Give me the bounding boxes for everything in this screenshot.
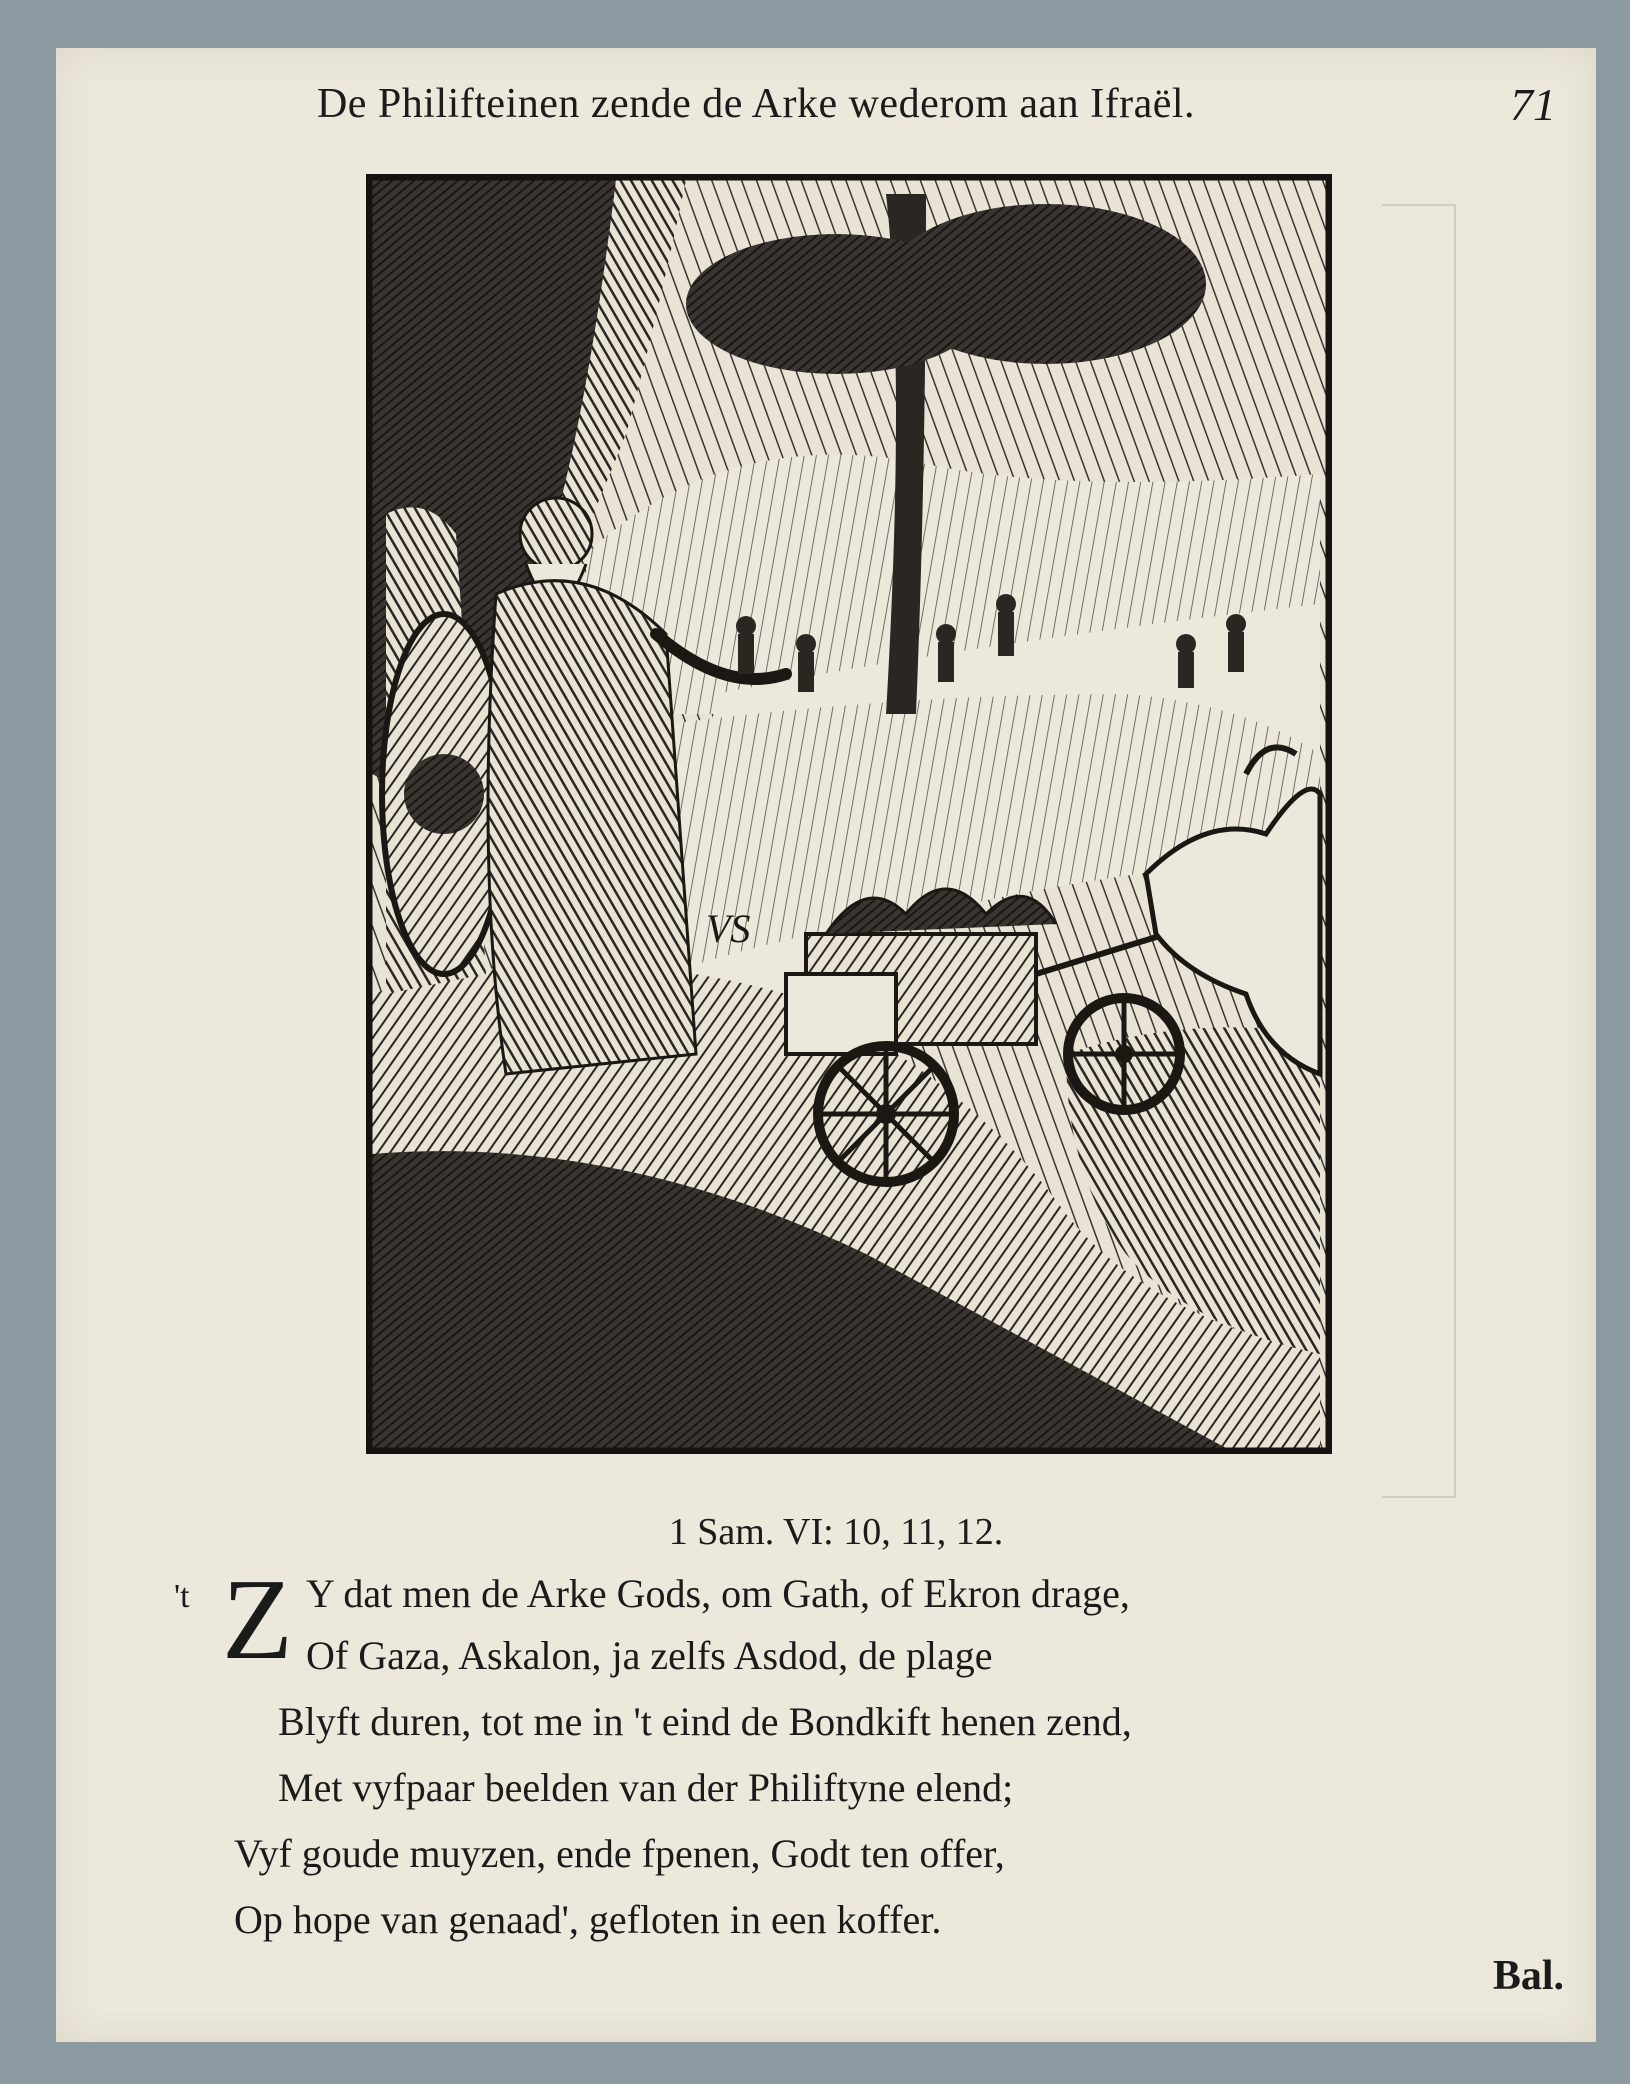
verse-line-4: Met vyfpaar beelden van der Philiftyne elend;: [278, 1765, 1014, 1810]
page-number: 71: [1510, 79, 1556, 130]
verse-prefix: 't: [174, 1578, 190, 1615]
man-head: [520, 498, 592, 570]
drop-cap: Z: [222, 1556, 293, 1684]
catchword: Bal.: [1492, 1953, 1564, 1999]
page-header: [56, 78, 1596, 138]
center-tree-canopy-right: [886, 204, 1206, 364]
verse-line-6: Op hope van genaad', gefloten in een koffer.: [234, 1897, 942, 1942]
woodcut-svg: [366, 174, 1332, 1454]
verse-line-2: Of Gaza, Askalon, ja zelfs Asdod, de plage: [306, 1633, 993, 1678]
book-page: [56, 48, 1596, 2042]
show-through-frame: [1382, 204, 1456, 1498]
verse-line-5: Vyf goude muyzen, ende fpenen, Godt ten offer,: [234, 1831, 1005, 1876]
shield-boss: [404, 754, 484, 834]
man-robe: [488, 581, 696, 1074]
monogram: VS: [706, 906, 751, 951]
verse-line-1: Y dat men de Arke Gods, om Gath, of Ekron drage,: [306, 1571, 1130, 1616]
woodcut-illustration: [366, 174, 1332, 1454]
running-title: De Philifteinen zende de Arke wederom aan Ifraël.: [316, 81, 1196, 127]
verse-line-3: Blyft duren, tot me in 't eind de Bondkift henen zend,: [278, 1699, 1132, 1744]
scripture-reference: 1 Sam. VI: 10, 11, 12.: [668, 1511, 1004, 1553]
